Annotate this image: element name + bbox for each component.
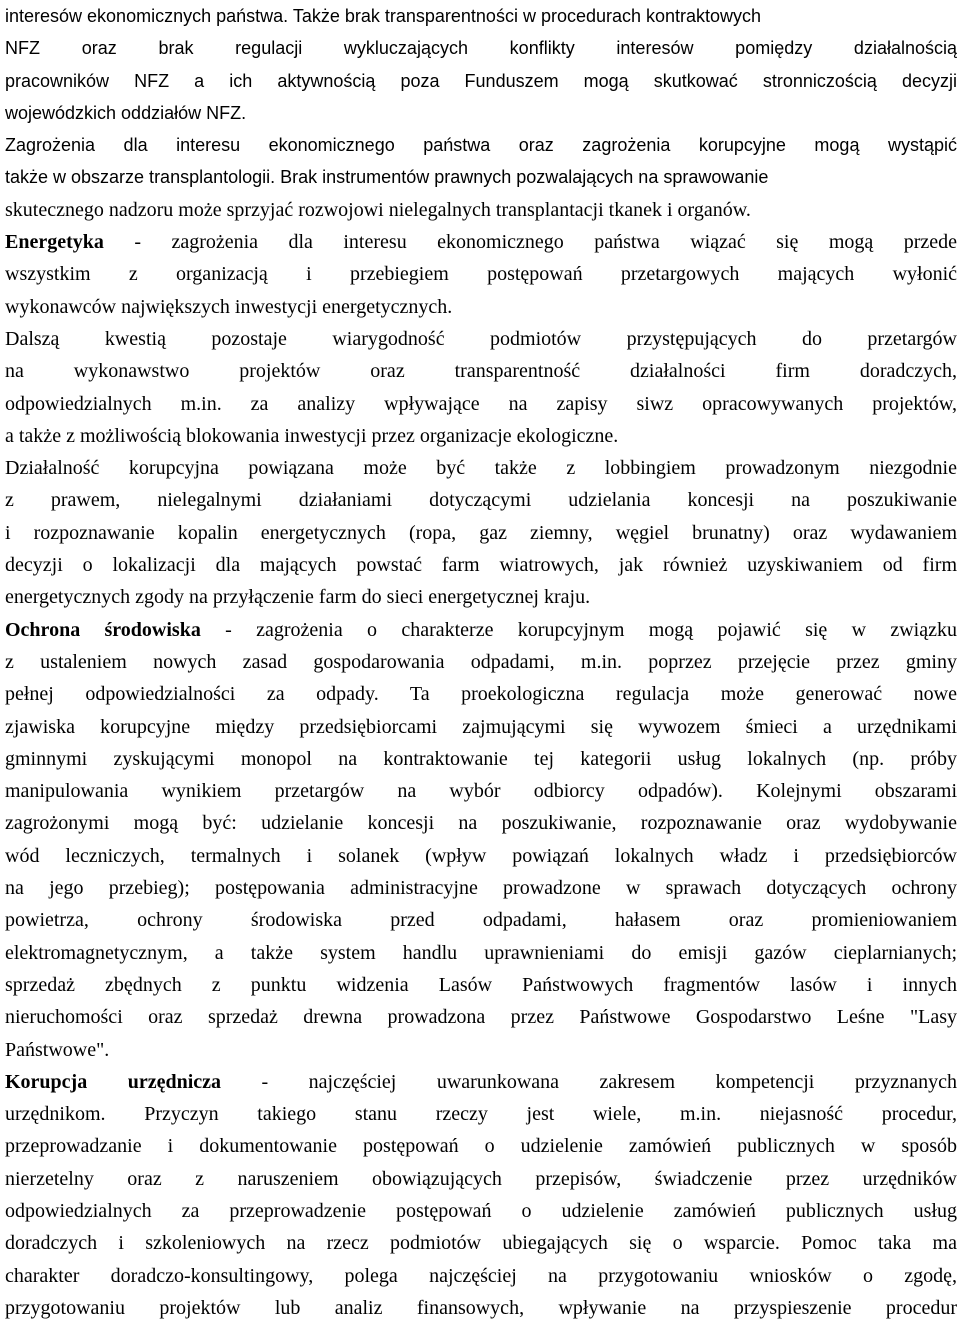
text-run: Także brak transparentności w procedurach kontraktowych bbox=[292, 6, 762, 26]
text-line bbox=[5, 258, 957, 290]
text-line bbox=[5, 614, 957, 646]
text-run: zjawiska korupcyjne między przedsiębiorcami zajmującymi się wywozem śmieci a urzędnikami bbox=[5, 715, 957, 738]
text-line bbox=[5, 484, 957, 516]
text-line bbox=[5, 1227, 957, 1259]
text-run: urzędnikom. Przyczyn takiego stanu rzeczy jest wiele, m.in. niejasność procedur, bbox=[5, 1103, 957, 1126]
text-run: wojewódzkich oddziałów NFZ. bbox=[5, 102, 247, 123]
text-line bbox=[5, 291, 957, 323]
text-line bbox=[5, 1034, 957, 1066]
text-run: charakter doradczo-konsultingowy, polega najczęściej na przygotowaniu wniosków o zgodę, bbox=[5, 1264, 957, 1287]
text-line bbox=[5, 840, 957, 872]
text-line bbox=[5, 1292, 957, 1324]
text-line bbox=[5, 129, 957, 161]
text-line bbox=[5, 517, 957, 549]
text-line bbox=[5, 646, 957, 678]
text-run: przygotowaniu projektów lub analiz finansowych, wpływanie na przyspieszenie procedur bbox=[5, 1296, 957, 1319]
text-line bbox=[5, 1195, 957, 1227]
text-line bbox=[5, 32, 957, 64]
text-line bbox=[5, 872, 957, 904]
text-run: na wykonawstwo projektów oraz transparentność działalności firm doradczych, bbox=[5, 360, 957, 383]
text-run: - zagrożenia dla interesu ekonomicznego państwa wiązać się mogą przede bbox=[103, 231, 957, 254]
bold-heading: Ochrona środowiska bbox=[5, 618, 201, 641]
text-run: odpowiedzialnych za przeprowadzenie postępowań o udzielenie zamówień publicznych usług bbox=[5, 1199, 957, 1222]
text-line bbox=[5, 323, 957, 355]
text-run: także w obszarze transplantologii. bbox=[5, 167, 281, 188]
text-run: z ustaleniem nowych zasad gospodarowania odpadami, m.in. poprzez przejęcie przez gminy bbox=[5, 650, 957, 673]
text-run: i rozpoznawanie kopalin energetycznych (ropa, gaz ziemny, węgiel brunatny) oraz wydawaniem bbox=[5, 521, 957, 544]
text-line bbox=[5, 1066, 957, 1098]
text-run: Dalszą kwestią pozostaje wiarygodność podmiotów przystępujących do przetargów bbox=[5, 327, 957, 350]
text-run: wszystkim z organizacją i przebiegiem postępowań przetargowych mających wyłonić bbox=[5, 263, 957, 286]
text-run: Działalność korupcyjna powiązana może być także z lobbingiem prowadzonym niezgodnie bbox=[5, 457, 957, 480]
text-line bbox=[5, 549, 957, 581]
text-line bbox=[5, 97, 957, 129]
text-line bbox=[5, 355, 957, 387]
text-line bbox=[5, 65, 957, 97]
text-run: Zagrożenia dla interesu ekonomicznego państwa oraz zagrożenia korupcyjne mogą wystąpić bbox=[5, 135, 957, 156]
text-line bbox=[5, 194, 957, 226]
text-line bbox=[5, 1260, 957, 1292]
text-run: z prawem, nielegalnymi działaniami dotyczącymi udzielania koncesji na poszukiwanie bbox=[5, 489, 957, 512]
text-run: energetycznych zgody na przyłączenie farm do sieci energetycznej kraju. bbox=[5, 586, 591, 609]
text-run: powietrza, ochrony środowiska przed odpadami, hałasem oraz promieniowaniem bbox=[5, 909, 957, 932]
text-run: pełnej odpowiedzialności za odpady. Ta proekologiczna regulacja może generować nowe bbox=[5, 683, 957, 706]
text-line bbox=[5, 1001, 957, 1033]
text-run: - najczęściej uwarunkowana zakresem kompetencji przyznanych bbox=[221, 1070, 957, 1093]
text-run: - zagrożenia o charakterze korupcyjnym mogą pojawić się w związku bbox=[200, 618, 957, 641]
text-run: a także z możliwością blokowania inwestycji przez organizacje ekologiczne. bbox=[5, 424, 619, 447]
text-run: nieruchomości oraz sprzedaż drewna prowadzona przez Państwowe Gospodarstwo Leśne "Lasy bbox=[5, 1006, 957, 1029]
text-line bbox=[5, 904, 957, 936]
text-line bbox=[5, 1098, 957, 1130]
text-run: interesów ekonomicznych państwa. bbox=[5, 6, 293, 26]
text-run: elektromagnetycznym, a także system handlu uprawnieniami do emisji gazów cieplarnianych; bbox=[5, 941, 957, 964]
bold-heading: Energetyka bbox=[5, 231, 104, 254]
text-run: na jego przebieg); postępowania administracyjne prowadzone w sprawach dotyczących ochrony bbox=[5, 877, 957, 900]
text-run: wykonawców największych inwestycji energetycznych. bbox=[5, 295, 453, 318]
text-run: wód leczniczych, termalnych i solanek (wpływ powiązań lokalnych władz i przedsiębiorców bbox=[5, 844, 957, 867]
text-line bbox=[5, 969, 957, 1001]
document-page bbox=[5, 0, 957, 1324]
text-run: NFZ oraz brak regulacji wykluczających konflikty interesów pomiędzy działalnością bbox=[5, 38, 957, 59]
text-line bbox=[5, 937, 957, 969]
text-line bbox=[5, 1163, 957, 1195]
text-line bbox=[5, 452, 957, 484]
text-run: sprzedaż zbędnych z punktu widzenia Lasów Państwowych fragmentów lasów i innych bbox=[5, 973, 957, 996]
text-run: doradczych i szkoleniowych na rzecz podmiotów ubiegających się o wsparcie. Pomoc taka ma bbox=[5, 1232, 957, 1255]
text-line bbox=[5, 711, 957, 743]
text-line bbox=[5, 743, 957, 775]
text-run: decyzji o lokalizacji dla mających powstać farm wiatrowych, jak również uzyskiwaniem od firm bbox=[5, 554, 957, 577]
text-run: zagrożonymi mogą być: udzielanie koncesji na poszukiwanie, rozpoznawanie oraz wydobywanie bbox=[5, 812, 957, 835]
bold-heading: Korupcja urzędnicza bbox=[5, 1070, 222, 1093]
text-run: gminnymi zyskującymi monopol na kontraktowanie tej kategorii usług lokalnych (np. próby bbox=[5, 747, 957, 770]
text-run: manipulowania wynikiem przetargów na wybór odbiorcy odpadów). Kolejnymi obszarami bbox=[5, 780, 957, 803]
text-line bbox=[5, 581, 957, 613]
text-run: przeprowadzanie i dokumentowanie postępowań o udzielenie zamówień publicznych w sposób bbox=[5, 1135, 957, 1158]
text-run: pracowników NFZ a ich aktywnością poza Funduszem mogą skutkować stronniczością decyzji bbox=[5, 70, 957, 91]
text-line bbox=[5, 678, 957, 710]
text-line bbox=[5, 388, 957, 420]
text-line bbox=[5, 1130, 957, 1162]
text-run: nierzetelny oraz z naruszeniem obowiązujących przepisów, świadczenie przez urzędników bbox=[5, 1167, 957, 1190]
text-run: odpowiedzialnych m.in. za analizy wpływające na zapisy siwz opracowywanych projektów, bbox=[5, 392, 957, 415]
text-run: Brak instrumentów prawnych pozwalających na sprawowanie bbox=[280, 167, 769, 188]
text-line bbox=[5, 0, 957, 32]
text-line bbox=[5, 775, 957, 807]
text-run: Państwowe". bbox=[5, 1038, 110, 1061]
text-line bbox=[5, 226, 957, 258]
text-run: skutecznego nadzoru może sprzyjać rozwojowi nielegalnych transplantacji tkanek i organów. bbox=[5, 198, 751, 221]
text-line bbox=[5, 161, 957, 193]
text-line bbox=[5, 807, 957, 839]
text-line bbox=[5, 420, 957, 452]
